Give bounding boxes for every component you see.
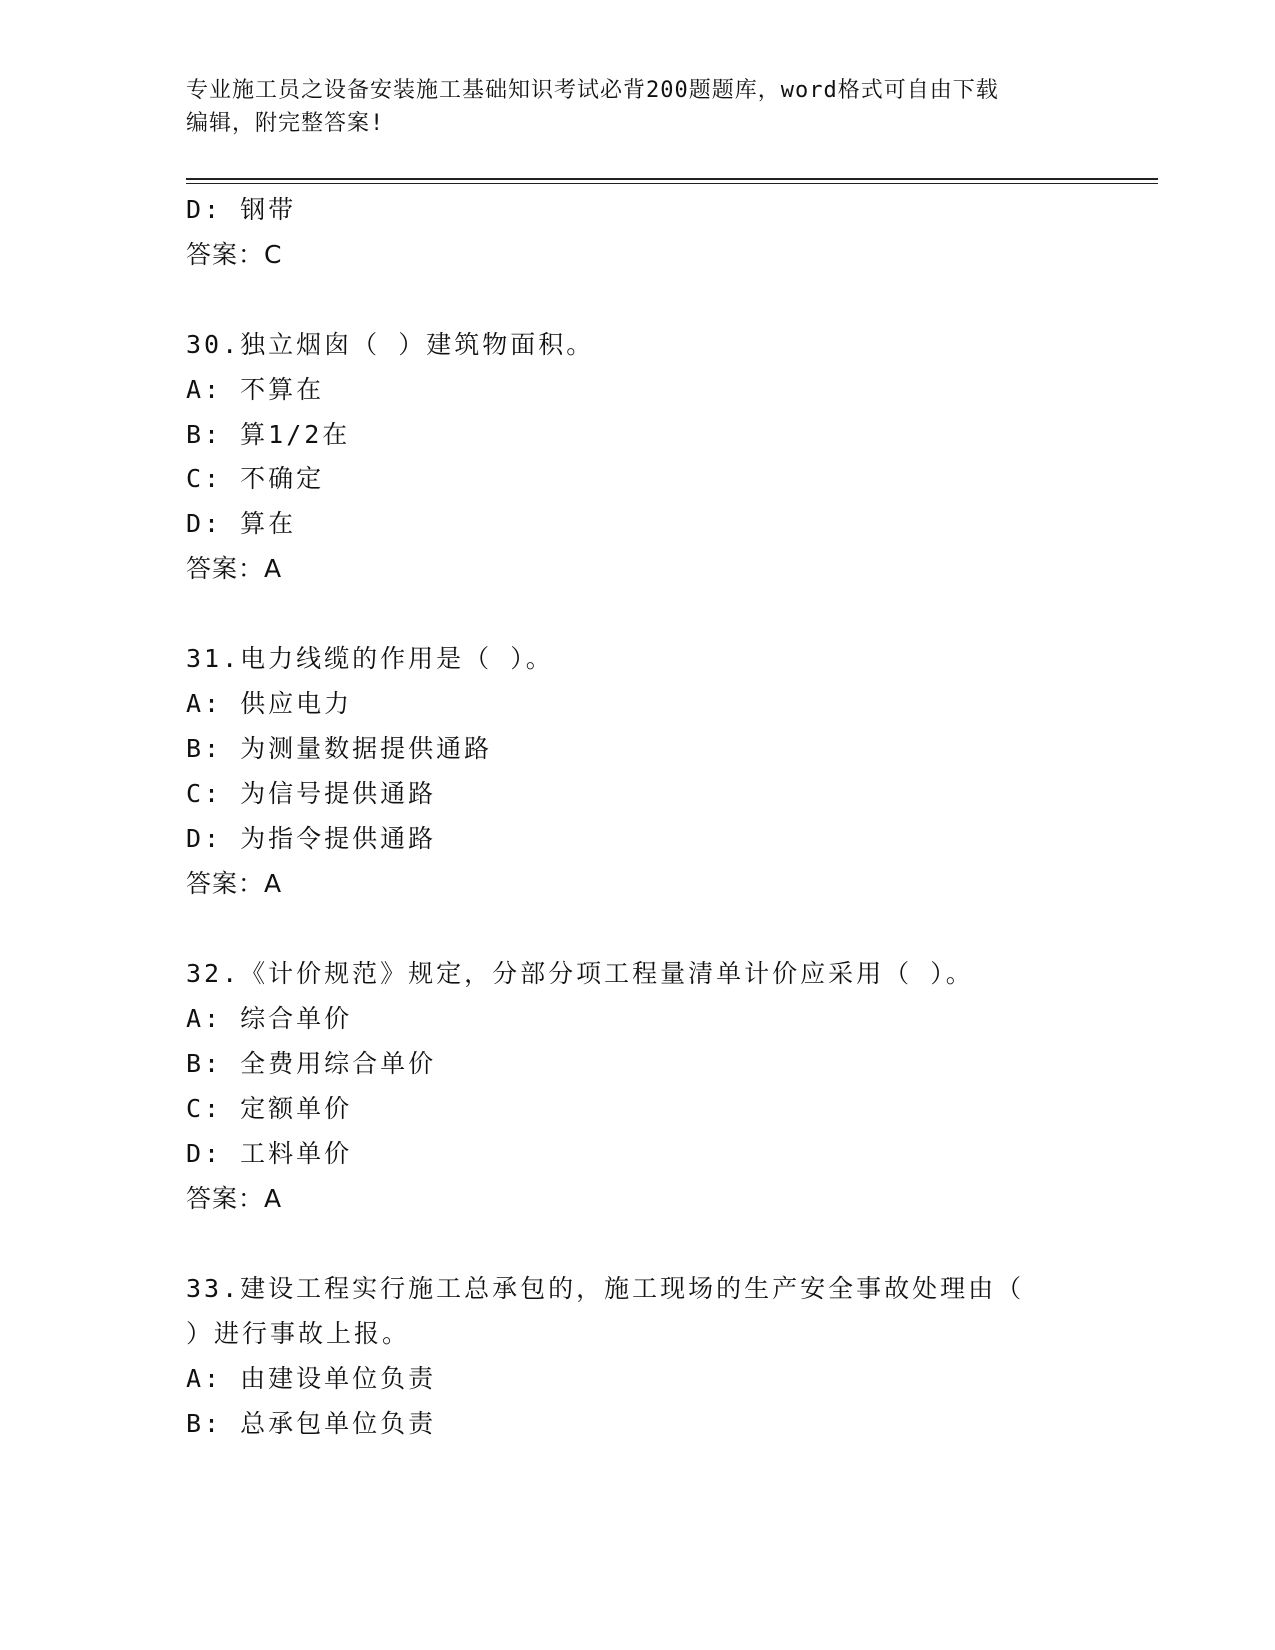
- option-line: B: 总承包单位负责: [186, 1409, 437, 1438]
- option-line: C: 不确定: [186, 464, 325, 493]
- answer-line: 答案：A: [186, 869, 283, 898]
- header-line-1: 专业施工员之设备安装施工基础知识考试必背200题题库，word格式可自由下载: [186, 78, 999, 103]
- option-line: C: 为信号提供通路: [186, 779, 437, 808]
- header-line-2: 编辑，附完整答案!: [186, 111, 385, 136]
- answer-line: 答案：C: [186, 240, 283, 269]
- question-31: 31.电力线缆的作用是（ ）。: [186, 644, 554, 673]
- option-line: A: 综合单价: [186, 1004, 353, 1033]
- option-line: B: 为测量数据提供通路: [186, 734, 493, 763]
- option-line: D: 算在: [186, 509, 297, 538]
- option-line: B: 算1/2在: [186, 420, 351, 449]
- document-header: [186, 74, 1086, 140]
- option-line: C: 定额单价: [186, 1094, 353, 1123]
- option-line: A: 不算在: [186, 375, 325, 404]
- header-divider-bottom: [186, 183, 1158, 184]
- question-32: 32.《计价规范》规定，分部分项工程量清单计价应采用（ ）。: [186, 959, 974, 988]
- question-30: 30.独立烟囱（ ）建筑物面积。: [186, 330, 595, 359]
- option-line: D: 钢带: [186, 195, 297, 224]
- answer-line: 答案：A: [186, 1184, 283, 1213]
- option-line: D: 为指令提供通路: [186, 824, 437, 853]
- header-divider-top: [186, 178, 1158, 180]
- option-line: A: 供应电力: [186, 689, 353, 718]
- option-line: B: 全费用综合单价: [186, 1049, 437, 1078]
- question-33-continued: ）进行事故上报。: [186, 1319, 411, 1348]
- question-33: 33.建设工程实行施工总承包的，施工现场的生产安全事故处理由（: [186, 1274, 1025, 1303]
- option-line: A: 由建设单位负责: [186, 1364, 437, 1393]
- answer-line: 答案：A: [186, 554, 283, 583]
- option-line: D: 工料单价: [186, 1139, 353, 1168]
